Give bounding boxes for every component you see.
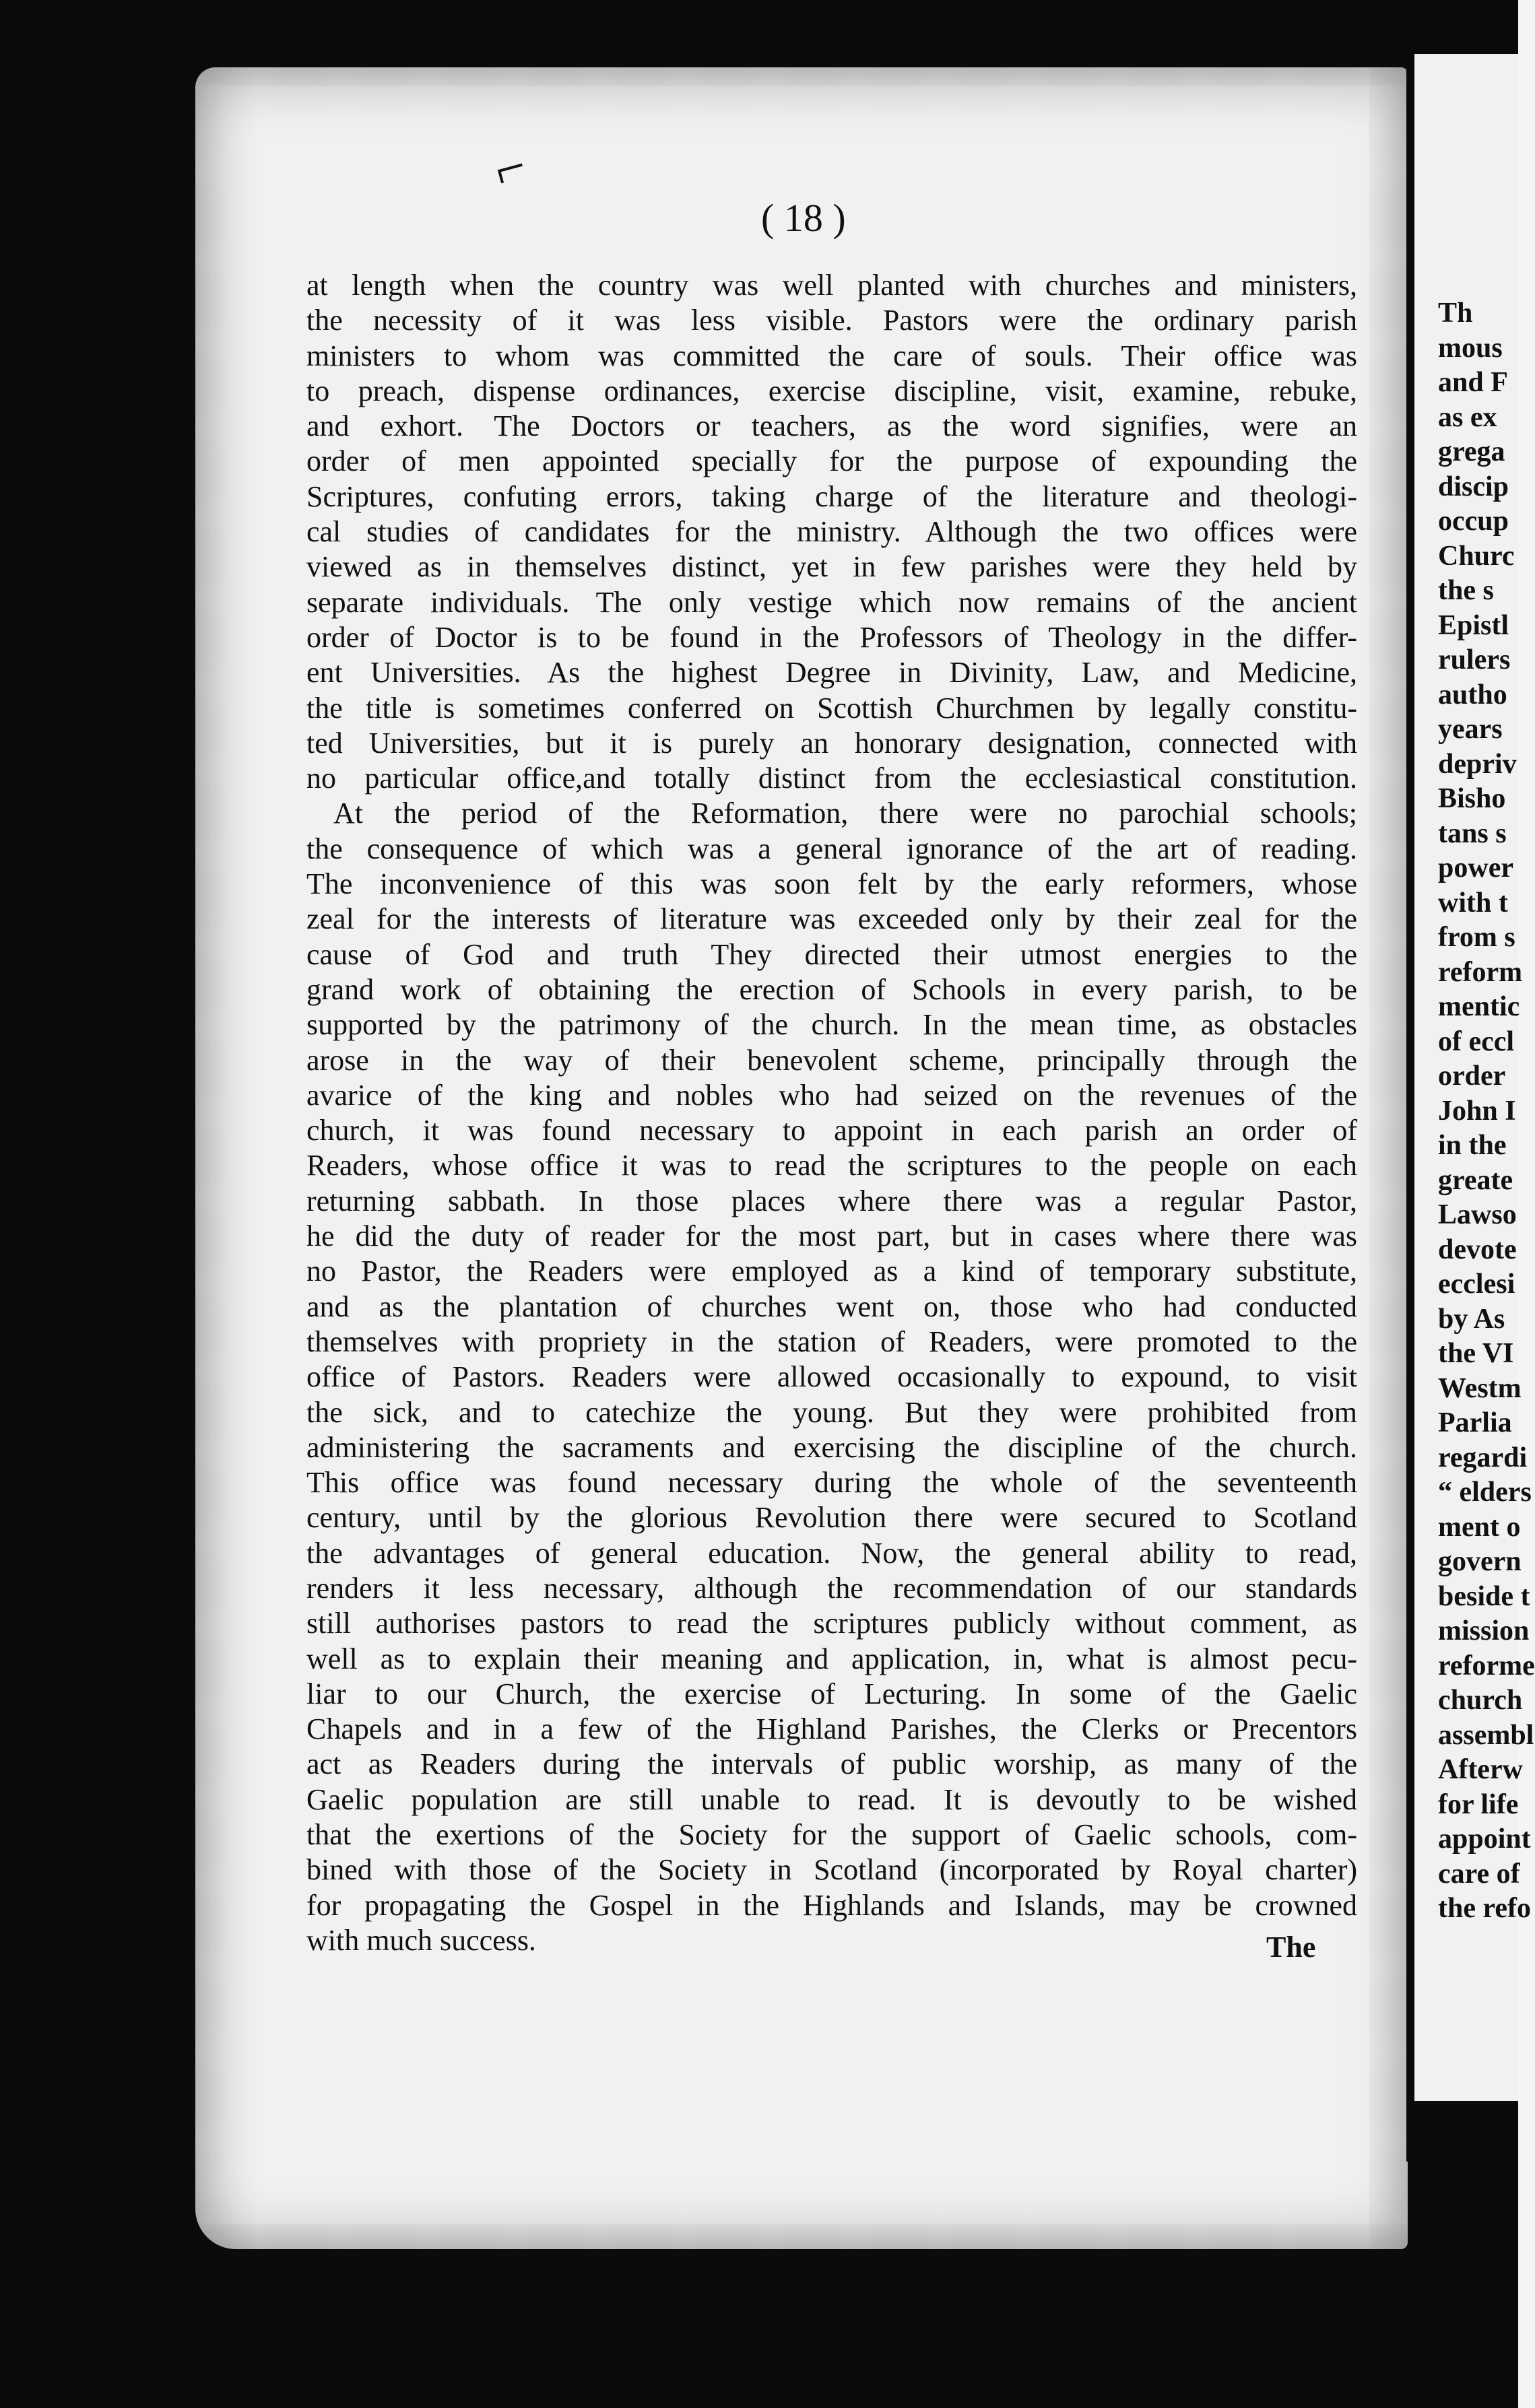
right-page-fragment: occup (1438, 506, 1509, 537)
right-page-fragment: of eccl (1438, 1026, 1515, 1057)
text-line: zeal for the interests of literature was exceeded only by their zeal for the (306, 902, 1357, 936)
text-line: separate individuals. The only vestige which now remains of the ancient (306, 585, 1357, 619)
text-line: The inconvenience of this was soon felt by the early reformers, whose (306, 867, 1357, 901)
text-line: themselves with propriety in the station of Readers, were promoted to the (306, 1325, 1357, 1358)
right-page-fragment: reforme (1438, 1650, 1535, 1681)
text-line: ent Universities. As the highest Degree in Divinity, Law, and Medicine, (306, 656, 1357, 690)
right-page-fragment: beside t (1438, 1580, 1530, 1612)
right-page-fragment: mous (1438, 332, 1503, 364)
right-page-fragment: Churc (1438, 540, 1515, 572)
right-page-fragment: Epistl (1438, 609, 1509, 641)
text-line: ted Universities, but it is purely an honorary designation, connected with (306, 726, 1357, 760)
text-line: to preach, dispense ordinances, exercise discipline, visit, examine, rebuke, (306, 374, 1357, 407)
right-page-fragment: mentic (1438, 991, 1520, 1022)
right-page-fragment: ecclesi (1438, 1269, 1515, 1300)
text-line: grand work of obtaining the erection of Schools in every parish, to be (306, 972, 1357, 1006)
right-page-fragment: the s (1438, 575, 1494, 606)
text-line: with much success. (306, 1923, 536, 1957)
right-page-fragment: Lawso (1438, 1199, 1517, 1230)
right-page-fragment: church (1438, 1685, 1523, 1716)
right-page-fragment: Bisho (1438, 783, 1506, 814)
right-page-fragment: Afterw (1438, 1754, 1523, 1785)
text-line: Scriptures, confuting errors, taking charge of the literature and theologi- (306, 479, 1357, 513)
right-page-fragment: the VI (1438, 1338, 1514, 1369)
text-line: still authorises pastors to read the scriptures publicly without comment, as (306, 1607, 1357, 1640)
right-page-fragment: appoint (1438, 1824, 1531, 1854)
page-number: ( 18 ) (761, 196, 846, 240)
text-line: order of Doctor is to be found in the Professors of Theology in the differ- (306, 620, 1357, 654)
right-page-fragment: the refo (1438, 1893, 1531, 1924)
right-page-fragment: in the (1438, 1130, 1507, 1161)
text-line: bined with those of the Society in Scotland (incorporated by Royal charter) (306, 1853, 1357, 1887)
text-line: and exhort. The Doctors or teachers, as the word signifies, were an (306, 409, 1357, 443)
text-line: returning sabbath. In those places where there was a regular Pastor, (306, 1184, 1357, 1217)
text-line: liar to our Church, the exercise of Lecturing. In some of the Gaelic (306, 1677, 1357, 1710)
right-page-fragment: autho (1438, 679, 1507, 710)
right-page-fragment: Westm (1438, 1372, 1522, 1404)
right-page-fragment: reform (1438, 956, 1523, 988)
right-page-fragment: rulers (1438, 644, 1511, 675)
text-line: supported by the patrimony of the church. In the mean time, as obstacles (306, 1008, 1357, 1042)
text-line: cal studies of candidates for the ministry. Although the two offices were (306, 515, 1357, 549)
right-page-fragment: power (1438, 852, 1513, 883)
text-line: the consequence of which was a general ignorance of the art of reading. (306, 832, 1357, 865)
text-line: act as Readers during the intervals of public worship, as many of the (306, 1747, 1357, 1781)
text-line: century, until by the glorious Revolution there were secured to Scotland (306, 1501, 1357, 1535)
right-page-fragment: depriv (1438, 748, 1517, 780)
main-text-block (306, 268, 1357, 1958)
right-page-fragment: Parlia (1438, 1407, 1512, 1438)
text-line: well as to explain their meaning and application, in, what is almost pecu- (306, 1642, 1357, 1675)
right-page-fragment: tans s (1438, 817, 1507, 849)
right-page-fragment: mission (1438, 1615, 1530, 1646)
text-line: viewed as in themselves distinct, yet in few parishes were they held by (306, 550, 1357, 584)
right-page-fragment: Th (1438, 298, 1473, 329)
text-line: office of Pastors. Readers were allowed occasionally to expound, to visit (306, 1360, 1357, 1394)
catchword: The (1266, 1931, 1316, 1964)
right-page-fragment: care of (1438, 1858, 1520, 1889)
text-line: At the period of the Reformation, there were no parochial schools; (333, 797, 1357, 830)
text-line: no particular office,and totally distinct from the ecclesiastical constitution. (306, 762, 1357, 795)
right-page-fragment: devote (1438, 1234, 1517, 1265)
right-page-fragment: greate (1438, 1164, 1513, 1196)
right-page-fragment: regardi (1438, 1442, 1528, 1473)
right-page-fragment: by As (1438, 1303, 1505, 1335)
right-page-fragment: John I (1438, 1095, 1516, 1127)
text-line: the title is sometimes conferred on Scottish Churchmen by legally constitu- (306, 691, 1357, 725)
text-line: for propagating the Gospel in the Highlands and Islands, may be crowned (306, 1888, 1357, 1922)
text-line: Gaelic population are still unable to read. It is devoutly to be wished (306, 1782, 1357, 1816)
text-line: he did the duty of reader for the most part, but in cases where there was (306, 1219, 1357, 1253)
text-line: the advantages of general education. Now, the general ability to read, (306, 1536, 1357, 1570)
text-line: and as the plantation of churches went on, those who had conducted (306, 1290, 1357, 1323)
right-page-fragment: discip (1438, 471, 1509, 502)
text-line: This office was found necessary during the whole of the seventeenth (306, 1466, 1357, 1500)
right-page-fragment: for life (1438, 1788, 1519, 1820)
text-line: that the exertions of the Society for the support of Gaelic schools, com- (306, 1818, 1357, 1852)
right-page-fragment: as ex (1438, 401, 1497, 433)
right-page-fragment: govern (1438, 1546, 1522, 1577)
text-line: the necessity of it was less visible. Pastors were the ordinary parish (306, 304, 1357, 337)
text-line: at length when the country was well planted with churches and ministers, (306, 269, 1357, 302)
right-page-fragment: with t (1438, 887, 1508, 918)
right-page-fragment: grega (1438, 436, 1505, 467)
right-page-fragment: order (1438, 1061, 1506, 1092)
text-line: arose in the way of their benevolent scheme, principally through the (306, 1043, 1357, 1077)
right-page-fragment: “ elders (1438, 1477, 1532, 1508)
text-line: avarice of the king and nobles who had seized on the revenues of the (306, 1078, 1357, 1112)
right-page-text-fragments (1438, 296, 1535, 1927)
text-line: church, it was found necessary to appoint in each parish an order of (306, 1114, 1357, 1147)
text-line: cause of God and truth They directed their utmost energies to the (306, 937, 1357, 971)
text-line: order of men appointed specially for the purpose of expounding the (306, 444, 1357, 478)
text-line: ministers to whom was committed the care of souls. Their office was (306, 339, 1357, 372)
text-line: Readers, whose office it was to read the scriptures to the people on each (306, 1149, 1357, 1182)
text-line: administering the sacraments and exercising the discipline of the church. (306, 1430, 1357, 1464)
text-line: no Pastor, the Readers were employed as a kind of temporary substitute, (306, 1255, 1357, 1288)
text-line: Chapels and in a few of the Highland Parishes, the Clerks or Precentors (306, 1712, 1357, 1746)
text-line: renders it less necessary, although the recommendation of our standards (306, 1571, 1357, 1605)
right-page-fragment: years (1438, 714, 1503, 745)
right-page-fragment: from s (1438, 922, 1515, 953)
text-line: the sick, and to catechize the young. But they were prohibited from (306, 1395, 1357, 1429)
right-page-fragment: and F (1438, 367, 1508, 398)
right-page-fragment: ment o (1438, 1511, 1521, 1543)
pencil-mark-icon: ⌐ (488, 135, 533, 201)
right-page-fragment: assembl (1438, 1719, 1534, 1751)
